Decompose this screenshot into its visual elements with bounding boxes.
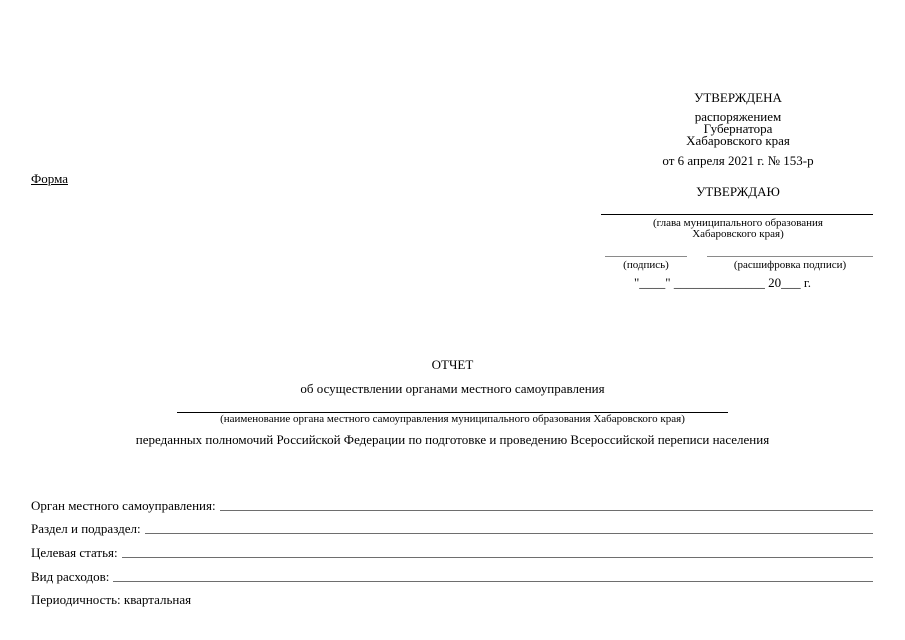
form-label: Форма [31, 171, 68, 186]
head-caption-line2: Хабаровского края) [692, 228, 784, 240]
signature-line [605, 256, 687, 257]
periodicity-text: Периодичность: квартальная [31, 592, 192, 607]
decode-caption: (расшифровка подписи) [733, 259, 847, 271]
approval-title: УТВЕРЖДЕНА [694, 90, 782, 105]
expense-field [31, 567, 873, 584]
target-label: Целевая статья: [31, 545, 118, 560]
decode-line [707, 256, 873, 257]
expense-label: Вид расходов: [31, 569, 110, 584]
signature-caption: (подпись) [623, 259, 669, 271]
expense-line [113, 581, 873, 582]
target-line [122, 557, 873, 558]
approval-line-order: распоряжением [694, 109, 782, 124]
head-signature-line [601, 214, 873, 215]
approval-line-governor: Губернатора [703, 121, 773, 136]
head-caption-line1: (глава муниципального образования [653, 217, 823, 229]
approve-title: УТВЕРЖДАЮ [696, 184, 780, 199]
approval-date-line: "____" ______________ 20___ г. [634, 275, 811, 290]
approval-date-number: от 6 апреля 2021 г. № 153-р [662, 153, 814, 168]
report-title: ОТЧЕТ [431, 357, 474, 372]
section-line [145, 533, 873, 534]
report-subtitle: об осуществлении органами местного самоуправления [300, 381, 605, 396]
target-field [31, 543, 873, 560]
org-name-caption: (наименование органа местного самоуправления муниципального образования Хабаровского края) [220, 413, 685, 425]
authority-label: Орган местного самоуправления: [31, 498, 216, 513]
authority-field [31, 496, 873, 513]
section-field [31, 519, 873, 536]
section-label: Раздел и подраздел: [31, 521, 141, 536]
authority-line [220, 510, 873, 511]
approval-line-region: Хабаровского края [686, 133, 790, 148]
report-subject: переданных полномочий Российской Федерации по подготовке и проведению Всероссийской переписи населения [135, 432, 770, 447]
